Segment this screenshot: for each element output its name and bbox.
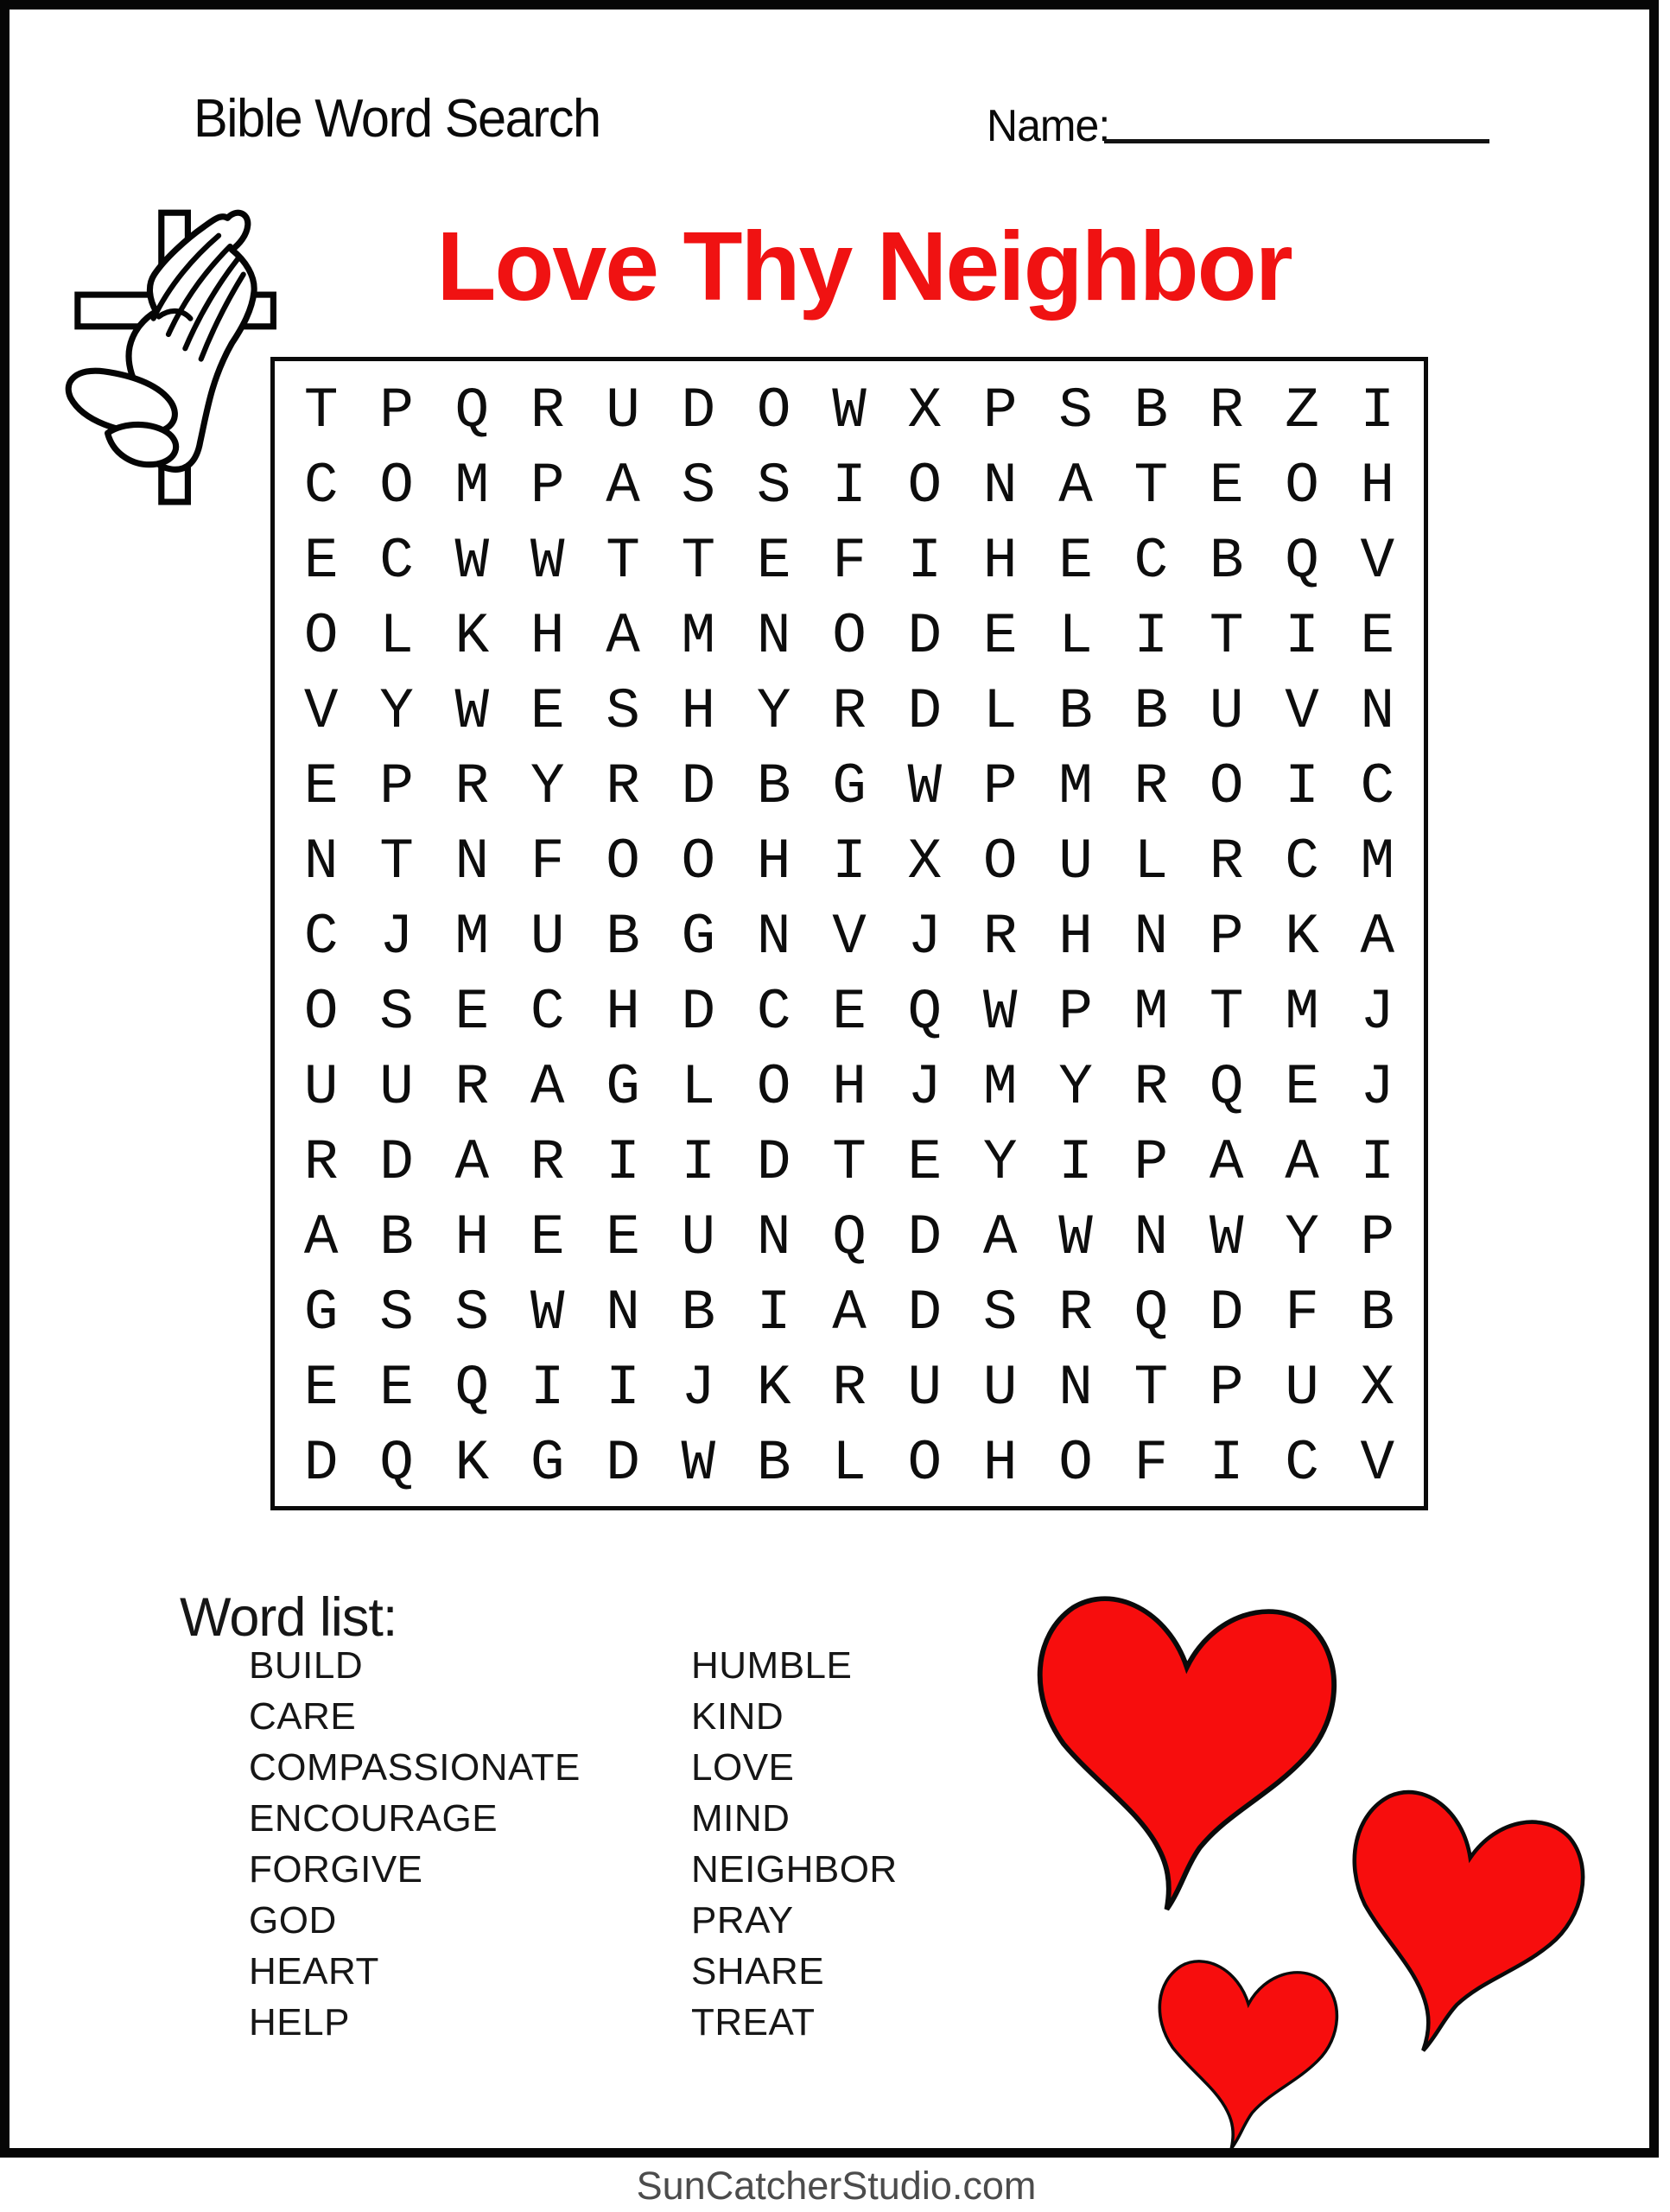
word-list-item: NEIGHBOR — [691, 1848, 898, 1891]
grid-letter: T — [1209, 979, 1244, 1045]
grid-letter: N — [303, 829, 339, 894]
grid-letter: T — [681, 528, 716, 594]
grid-letter: C — [756, 979, 791, 1045]
grid-letter: E — [379, 1355, 414, 1421]
grid-letter: C — [1133, 528, 1169, 594]
grid-letter: Y — [530, 753, 565, 819]
grid-letter: E — [530, 678, 565, 744]
grid-letter: U — [303, 1054, 339, 1120]
grid-letter: S — [1058, 378, 1093, 443]
grid-letter: M — [1133, 979, 1169, 1045]
grid-letter: D — [379, 1129, 414, 1195]
heart-icon-large — [1010, 1566, 1351, 1936]
grid-letter: J — [1360, 979, 1395, 1045]
grid-letter: P — [982, 378, 1018, 443]
grid-letter: U — [1058, 829, 1093, 894]
grid-letter: W — [454, 528, 490, 594]
grid-letter: A — [1058, 453, 1093, 518]
grid-letter: I — [1360, 378, 1395, 443]
grid-letter: G — [606, 1054, 640, 1120]
grid-letter: N — [454, 829, 490, 894]
grid-letter: W — [1209, 1205, 1244, 1270]
grid-letter: B — [1360, 1280, 1395, 1345]
grid-letter: T — [606, 528, 640, 594]
grid-letter: B — [606, 904, 640, 969]
grid-letter: E — [606, 1205, 640, 1270]
grid-letter: B — [1209, 528, 1244, 594]
grid-letter: S — [606, 678, 640, 744]
grid-letter: C — [1285, 1430, 1319, 1496]
grid-letter: I — [1360, 1129, 1395, 1195]
grid-letter: R — [530, 378, 565, 443]
grid-letter: U — [982, 1355, 1018, 1421]
grid-letter: L — [681, 1054, 716, 1120]
grid-letter: A — [832, 1280, 867, 1345]
grid-letter: D — [907, 1205, 943, 1270]
grid-letter: M — [1360, 829, 1395, 894]
grid-letter: O — [1285, 453, 1319, 518]
page-title: Bible Word Search — [194, 89, 600, 149]
grid-letter: J — [907, 904, 943, 969]
grid-letter: E — [303, 1355, 339, 1421]
grid-letter: H — [982, 528, 1018, 594]
grid-letter: D — [907, 678, 943, 744]
word-list-item: GOD — [249, 1899, 337, 1942]
grid-letter: T — [1133, 453, 1169, 518]
grid-letter: U — [606, 378, 640, 443]
grid-letter: O — [907, 453, 943, 518]
grid-letter: R — [982, 904, 1018, 969]
grid-letter: N — [1133, 1205, 1169, 1270]
grid-letter: Q — [832, 1205, 867, 1270]
grid-letter: A — [606, 603, 640, 669]
grid-letter: C — [1360, 753, 1395, 819]
grid-letter: U — [1285, 1355, 1319, 1421]
grid-letter: X — [1360, 1355, 1395, 1421]
grid-letter: L — [832, 1430, 867, 1496]
grid-letter: V — [1285, 678, 1319, 744]
grid-letter: H — [982, 1430, 1018, 1496]
grid-letter: P — [1209, 904, 1244, 969]
grid-letter: W — [454, 678, 490, 744]
grid-letter: W — [530, 1280, 565, 1345]
grid-letter: I — [606, 1355, 640, 1421]
grid-letter: I — [1209, 1430, 1244, 1496]
grid-letter: I — [1133, 603, 1169, 669]
grid-letter: I — [1285, 753, 1319, 819]
grid-letter: P — [1209, 1355, 1244, 1421]
grid-letter: H — [454, 1205, 490, 1270]
puzzle-title: Love Thy Neighbor — [436, 212, 1292, 321]
grid-letter: M — [454, 453, 490, 518]
grid-letter: I — [1285, 603, 1319, 669]
grid-letter: O — [303, 603, 339, 669]
grid-letter: M — [982, 1054, 1018, 1120]
grid-letter: O — [982, 829, 1018, 894]
grid-letter: R — [454, 753, 490, 819]
grid-letter: P — [530, 453, 565, 518]
grid-letter: B — [681, 1280, 716, 1345]
grid-letter: O — [832, 603, 867, 669]
grid-letter: I — [832, 453, 867, 518]
grid-letter: H — [1360, 453, 1395, 518]
grid-letter: W — [832, 378, 867, 443]
word-list-item: KIND — [691, 1695, 784, 1738]
grid-letter: V — [832, 904, 867, 969]
grid-letter: W — [907, 753, 943, 819]
grid-letter: B — [379, 1205, 414, 1270]
grid-letter: T — [379, 829, 414, 894]
grid-letter: O — [756, 1054, 791, 1120]
word-list-item: BUILD — [249, 1644, 364, 1687]
grid-letter: E — [982, 603, 1018, 669]
grid-letter: O — [303, 979, 339, 1045]
word-list-item: HUMBLE — [691, 1644, 853, 1687]
grid-letter: D — [681, 979, 716, 1045]
grid-letter: A — [530, 1054, 565, 1120]
grid-letter: F — [1285, 1280, 1319, 1345]
grid-letter: S — [756, 453, 791, 518]
grid-letter: I — [606, 1129, 640, 1195]
word-list-item: PRAY — [691, 1899, 794, 1942]
grid-letter: V — [1360, 1430, 1395, 1496]
grid-letter: S — [379, 1280, 414, 1345]
grid-letter: R — [530, 1129, 565, 1195]
grid-letter: K — [454, 1430, 490, 1496]
grid-letter: E — [303, 528, 339, 594]
grid-letter: D — [907, 1280, 943, 1345]
grid-letter: Q — [454, 378, 490, 443]
grid-letter: Y — [379, 678, 414, 744]
grid-letter: M — [454, 904, 490, 969]
grid-letter: S — [681, 453, 716, 518]
grid-letter: W — [681, 1430, 716, 1496]
grid-letter: I — [832, 829, 867, 894]
grid-letter: O — [606, 829, 640, 894]
grid-letter: R — [1133, 753, 1169, 819]
grid-letter: L — [1133, 829, 1169, 894]
grid-letter: R — [1133, 1054, 1169, 1120]
grid-letter: B — [1133, 378, 1169, 443]
grid-letter: M — [1285, 979, 1319, 1045]
grid-letter: T — [303, 378, 339, 443]
grid-letter: U — [530, 904, 565, 969]
grid-letter: L — [982, 678, 1018, 744]
grid-letter: Q — [1133, 1280, 1169, 1345]
grid-letter: P — [1133, 1129, 1169, 1195]
grid-letter: E — [1285, 1054, 1319, 1120]
grid-letter: R — [832, 678, 867, 744]
grid-letter: P — [1360, 1205, 1395, 1270]
grid-letter: J — [907, 1054, 943, 1120]
grid-letter: E — [454, 979, 490, 1045]
grid-letter: V — [1360, 528, 1395, 594]
grid-letter: H — [606, 979, 640, 1045]
heart-icon-small — [1137, 1940, 1349, 2168]
grid-letter: T — [1209, 603, 1244, 669]
grid-letter: S — [454, 1280, 490, 1345]
grid-letter: K — [1285, 904, 1319, 969]
grid-letter: N — [756, 1205, 791, 1270]
grid-letter: I — [756, 1280, 791, 1345]
grid-letter: F — [832, 528, 867, 594]
word-list-item: LOVE — [691, 1746, 795, 1789]
grid-letter: N — [756, 904, 791, 969]
grid-letter: L — [379, 603, 414, 669]
grid-letter: G — [681, 904, 716, 969]
word-list-column-right — [691, 1640, 898, 2048]
grid-letter: E — [1360, 603, 1395, 669]
grid-letter: E — [530, 1205, 565, 1270]
grid-letter: G — [530, 1430, 565, 1496]
grid-letter: L — [1058, 603, 1093, 669]
word-list-item: ENCOURAGE — [249, 1797, 498, 1840]
grid-letter: Y — [982, 1129, 1018, 1195]
grid-letter: H — [832, 1054, 867, 1120]
name-label: Name: — [987, 101, 1110, 151]
grid-letter: U — [681, 1205, 716, 1270]
grid-letter: K — [454, 603, 490, 669]
grid-letter: W — [1058, 1205, 1093, 1270]
grid-letter: X — [907, 378, 943, 443]
grid-letter: O — [907, 1430, 943, 1496]
grid-letter: E — [1209, 453, 1244, 518]
grid-letter: A — [606, 453, 640, 518]
grid-letter: R — [454, 1054, 490, 1120]
site-credit: SunCatcherStudio.com — [636, 2164, 1037, 2208]
grid-letter: E — [832, 979, 867, 1045]
grid-letter: N — [606, 1280, 640, 1345]
grid-letter: A — [303, 1205, 339, 1270]
grid-letter: T — [832, 1129, 867, 1195]
grid-letter: P — [379, 753, 414, 819]
grid-letter: C — [303, 904, 339, 969]
grid-letter: F — [1133, 1430, 1169, 1496]
grid-letter: H — [756, 829, 791, 894]
grid-letter: I — [1058, 1129, 1093, 1195]
grid-letter: M — [1058, 753, 1093, 819]
grid-letter: A — [1285, 1129, 1319, 1195]
grid-letter: J — [379, 904, 414, 969]
grid-letter: P — [379, 378, 414, 443]
grid-letter: E — [756, 528, 791, 594]
grid-letter: A — [454, 1129, 490, 1195]
grid-letter: A — [1209, 1129, 1244, 1195]
grid-letter: E — [1058, 528, 1093, 594]
grid-letter: Y — [756, 678, 791, 744]
word-list-heading: Word list: — [180, 1587, 397, 1648]
grid-letter: U — [1209, 678, 1244, 744]
grid-letter: B — [1133, 678, 1169, 744]
grid-letter: C — [379, 528, 414, 594]
word-list-item: COMPASSIONATE — [249, 1746, 581, 1789]
name-write-line — [1104, 105, 1489, 143]
grid-letter: Q — [1209, 1054, 1244, 1120]
grid-letter: I — [681, 1129, 716, 1195]
grid-letter: Z — [1285, 378, 1319, 443]
grid-letter: Q — [1285, 528, 1319, 594]
grid-letter: D — [1209, 1280, 1244, 1345]
grid-letter: Q — [454, 1355, 490, 1421]
grid-letter: R — [606, 753, 640, 819]
grid-letter: G — [832, 753, 867, 819]
grid-letter: C — [530, 979, 565, 1045]
grid-letter: D — [606, 1430, 640, 1496]
grid-letter: N — [756, 603, 791, 669]
grid-letter: Q — [379, 1430, 414, 1496]
word-list-item: CARE — [249, 1695, 357, 1738]
grid-letter: J — [1360, 1054, 1395, 1120]
grid-letter: P — [982, 753, 1018, 819]
grid-letter: O — [681, 829, 716, 894]
grid-letter: O — [1058, 1430, 1093, 1496]
grid-letter: J — [681, 1355, 716, 1421]
grid-letter: Q — [907, 979, 943, 1045]
grid-letter: B — [756, 753, 791, 819]
word-search-grid — [270, 357, 1428, 1510]
grid-letter: W — [530, 528, 565, 594]
grid-letter: N — [982, 453, 1018, 518]
grid-letter: H — [530, 603, 565, 669]
word-list-item: SHARE — [691, 1950, 825, 1993]
grid-letter: I — [907, 528, 943, 594]
grid-letter: D — [681, 378, 716, 443]
grid-letter: O — [379, 453, 414, 518]
grid-letter: R — [832, 1355, 867, 1421]
grid-letter: A — [982, 1205, 1018, 1270]
grid-letter: N — [1360, 678, 1395, 744]
grid-letter: R — [303, 1129, 339, 1195]
grid-letter: F — [530, 829, 565, 894]
grid-letter: U — [907, 1355, 943, 1421]
grid-letter: Y — [1285, 1205, 1319, 1270]
grid-letter: X — [907, 829, 943, 894]
grid-letter: C — [1285, 829, 1319, 894]
word-list-item: HEART — [249, 1950, 379, 1993]
grid-letter: A — [1360, 904, 1395, 969]
grid-letter: O — [756, 378, 791, 443]
word-list-item: HELP — [249, 2001, 350, 2044]
grid-letter: C — [303, 453, 339, 518]
grid-letter: R — [1209, 829, 1244, 894]
grid-letter: Y — [1058, 1054, 1093, 1120]
grid-letter: S — [982, 1280, 1018, 1345]
word-list-item: TREAT — [691, 2001, 816, 2044]
grid-letter: K — [756, 1355, 791, 1421]
grid-letter: R — [1209, 378, 1244, 443]
grid-letter: P — [1058, 979, 1093, 1045]
grid-letter: N — [1058, 1355, 1093, 1421]
grid-letter: U — [379, 1054, 414, 1120]
grid-letter: H — [681, 678, 716, 744]
grid-letter: R — [1058, 1280, 1093, 1345]
grid-letter: I — [530, 1355, 565, 1421]
grid-letter: D — [681, 753, 716, 819]
praying-hands-cross-icon — [59, 204, 282, 508]
grid-letter: B — [756, 1430, 791, 1496]
word-list-column-left — [249, 1640, 581, 2048]
grid-letter: D — [303, 1430, 339, 1496]
grid-letter: H — [1058, 904, 1093, 969]
grid-letter: S — [379, 979, 414, 1045]
grid-letter: D — [907, 603, 943, 669]
grid-letter: N — [1133, 904, 1169, 969]
grid-letter: V — [303, 678, 339, 744]
grid-letter: G — [303, 1280, 339, 1345]
grid-letter: O — [1209, 753, 1244, 819]
grid-letter: D — [756, 1129, 791, 1195]
word-list-item: FORGIVE — [249, 1848, 423, 1891]
grid-letter: E — [303, 753, 339, 819]
grid-letter: T — [1133, 1355, 1169, 1421]
grid-letter: B — [1058, 678, 1093, 744]
grid-letter: M — [681, 603, 716, 669]
word-list-item: MIND — [691, 1797, 791, 1840]
grid-letter: E — [907, 1129, 943, 1195]
grid-letter: W — [982, 979, 1018, 1045]
